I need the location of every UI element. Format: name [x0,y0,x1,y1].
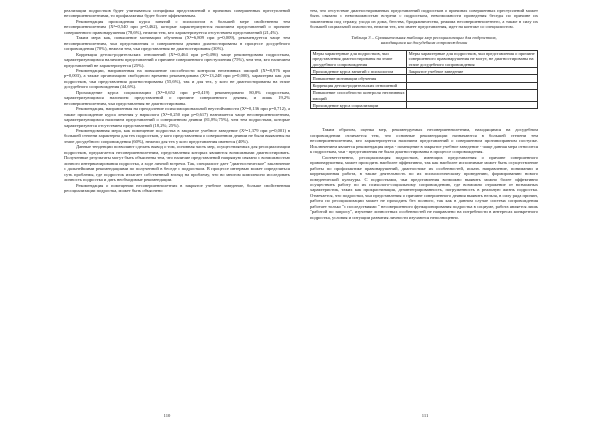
table-cell-right [407,102,538,109]
table-cell-left: Прохождение курса социализации [311,102,407,109]
comparison-table [310,50,538,110]
table-cell-right [407,89,538,101]
paragraph: Рекомендованная мера, как помещение подростка в закрытое учебное заведение (Х²=1,379 при p=0,001) в большей степени характерна для тех подростков, у кого представления о совершенном деянии не были выявлены на этапе досудебного сопровождения (60%), нежели для тех у кого представления имеются (40%). [64,127,290,144]
paragraph: тем, что отсутствие диагностированных представлений подростков о причинах совершенных преступлений может быть связано с невозможностью встречи с подростком, невозможности проведения беседы по причине их заключения под стражу, ухода из дома, бегства, бродяжничества, режима несовершеннолетнего, а также в силу их большей социальной опасности, нежели тех, кто имеет представления, идет на контакт со специалистом. [310,8,538,30]
table-cell-right [407,75,538,82]
table-caption-line2: находящихся на досудебном сопровождении [380,40,468,46]
left-page-text [64,8,290,193]
table-cell-left: Коррекция детско-родительских отношений [311,82,407,89]
paragraph: Соответственно, ресоциализация подростков, имеющих представления о причине совершенного правонарушения, может проходить наиболее эффективно, так как наиболее исполнимые может быть осуществление работы по профилактике правонарушений, диагностике их особенностей, искать направление, понимании и коррекционная работа, в также деятельность по их психологическому проведению, формированию нового поведенческой культуры. С подростками, чьи представления возможно выявить можно более эффективно осуществить работу по их психолого-социальному сопровождению, где возможно отражение от возможных характеристик, таких как прокрастинация, дезинтегрированность, погруженность в реальную жизнь подростка. Отмечается, что подростки, чьи представления о причине совершенного деяния выявить нельзя, в силу ряда причин, работа по ресоциализации может не проходить без полного, так как в данном случае система сопровождения работает только "с последствиями " несовершенного функционирования подростка в социуме, работа является лишь "работой по запросу", изучение личностных особенностей не направлено на потребности в интересах конкретного подростка, условия и ситуации развития личности изучаются неполноценно. [310,154,538,220]
table-caption [310,35,538,46]
table-cell-left: Повышение способности контроля негативных эмоций [312,90,405,101]
table-row [311,102,538,109]
table-header-right: Меры характерные для подростков, чьи представления о причине совершенного правонарушения не могут, не диагностированы на этапе досудебного сопровождения [407,50,538,68]
table-row [311,68,538,75]
table-header-row [311,50,538,68]
paragraph: Прохождение курса социализации (Х²=0,652 при p=0,419) рекомендовано 80,8% подросткам, характеризующимся наличием представлений о причине совершенного деяния, и лишь 19,2% несовершеннолетним, чьи представления не диагностированы. [64,89,290,106]
table-row [311,89,538,101]
table-cell-right [407,82,538,89]
right-page [300,0,600,424]
paragraph: Таким образом, оценка мер, рекомендуемых несовершеннолетним, находящимся на досудебном сопровождении отличается тем, что основные рекомендации назначаются в большей степени тем несовершеннолетним, кто характеризуется наличием представлений о совершенном противоправном поступке. Исключением является рекомендация мера - помещение в закрытое учебное заведение - чаще данная мера относится к подросткам, чьи - представления не были диагностированы в процессе сопровождения. [310,127,538,155]
table-cell-left: Прохождение курса занятий с психологом [311,68,407,75]
table-header-left: Меры характерные для подростков, чьи представления диагностированы на этапе досудебного сопровождения [311,50,407,68]
table-cell-right: Закрытое учебное заведение [407,68,538,75]
paragraph: Рекомендация о помещении несовершеннолетних в закрытое учебное заведение, больше свойственная ресоциализации подростка, может быть объяснено [64,182,290,193]
page-number-right: 111 [421,413,429,418]
right-page-text-bottom [310,127,538,220]
paragraph: Рекомендация прохождения курса занятий с психологом в большей мере свойственна тем несовершеннолетним (Х²=0,540 при p=0,462), которые характеризуются наличием представлений о причине совершенного правонарушения (78,6%), нежели тем, кто характеризуется отсутствием представлений (21,4%). [64,18,290,35]
right-page-text-top [310,8,538,30]
table-row [311,82,538,89]
paragraph: Данные тенденции позволяют сделать вывод о том, основная часть мер, осуществляемых для ресоциализации подростков, предлагается несовершеннолетним, представления которых являются возможными диагностировать. Полученные результаты могут быть объяснены тем, что наличие представлений напрямую связано с возможностью личного интервьюирования подростка, а ходе личной встречи. Так, специалист дает "диагностическое" заключение с дальнейшими рекомендациями по полученной в беседе с подростком. В процессе интервью может определяться суть проблемы, где подросток излагает собственный взгляд на проблему, что во многом комплексно исследовать личность подростка и дать необходимые рекомендации. [64,144,291,183]
table-body [311,68,538,109]
paragraph: Таким мера как, повышение мотивации обучения (Х²=6,809 при p=0,009), рекомендуется чаще тем несовершеннолетним, чьи представления о совершенном деянии диагностированы в процессе досудебного сопровождения (70%), нежели тем, чьи представления не диагностированы (30%). [64,35,290,52]
table-row [311,75,538,82]
table-cell-left: Повышение мотивации обучения [311,75,407,82]
paragraph: Рекомендация, направленная на преодоление психоэмоциональной неустойчивости (Х²=0,136 при p=0,712), а также прохождение курса лечения у нарколога (Х²=0,250 при p=0,617) назначается чаще несовершеннолетним, характеризующимся наличием представлений о совершенном деянии (81,8%;75%), чем тем подросткам, которые характеризуются отсутствием представлений (18,2%; 25%). [64,106,290,128]
paragraph: Рекомендации, направленная на повышение способности контроля негативных эмоций (Х²=8,976 при p=0,003), а также организацию свободного времени рекомендована (Х²=13,248 при p=0,000), характерна как для подростков, чьи представления диагностированы (55,6%), так и для тех, у кого не диагностированы на этапе досудебного сопровождения (44,6%). [64,67,290,90]
paragraph: реализации подростков будет учитываться специфика представлений о причинах совершенных преступлений несовершеннолетними, то профилактика будет более эффективным. [64,8,290,19]
table-caption-line1: Таблица 3 – Сравнительная таблица мер ресоциализации для подростков, [351,34,497,40]
paragraph: Коррекция детско-родительских отношений (Х²=0,464 при p=0,496) чаще рекомендована подросткам, характеризующимся наличием представлений о причине совершенного преступления (75%), чем тем, кто наличием представлений не характеризуется (25%). [64,51,290,68]
page-number-left: 110 [163,413,171,418]
